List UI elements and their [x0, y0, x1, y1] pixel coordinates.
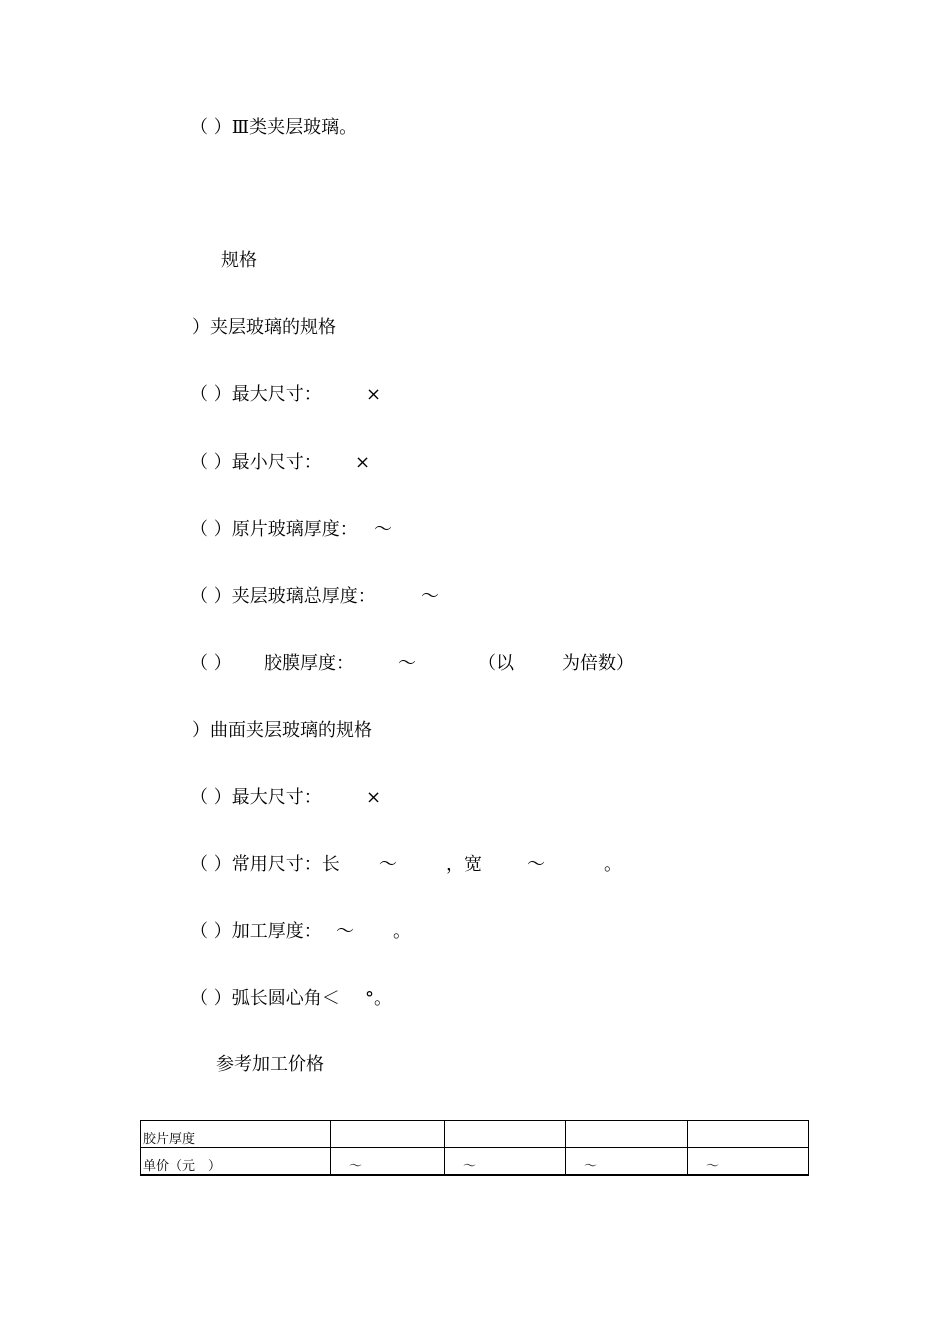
- table-cell: ～: [688, 1148, 809, 1176]
- class-iii-laminated-glass-line: （ ）Ⅲ类夹层玻璃。: [190, 117, 358, 138]
- spec-film-thickness-multiple-close: 为倍数）: [562, 653, 634, 674]
- table-row-film-thickness: [141, 1121, 809, 1148]
- spec-film-thickness-multiple-open: （以: [478, 653, 514, 674]
- section-heading-specifications: 规格: [221, 250, 257, 271]
- table-row-unit-price: [141, 1148, 809, 1176]
- curved-spec-processing-thickness-end: 。: [393, 921, 411, 942]
- table-cell: [445, 1121, 566, 1148]
- spec-total-thickness-label: （ ）夹层玻璃总厚度：: [190, 586, 376, 607]
- spec-film-thickness-label: 胶膜厚度：: [264, 653, 354, 674]
- spec-original-glass-thickness-label: （ ）原片玻璃厚度：: [190, 519, 358, 540]
- curved-spec-max-size-symbol: ×: [366, 787, 382, 808]
- subsection-laminated-glass-specs: ）夹层玻璃的规格: [192, 317, 336, 338]
- spec-total-thickness: [190, 585, 590, 609]
- spec-min-size: [190, 451, 590, 475]
- curved-spec-common-size-label: （ ）常用尺寸：长: [190, 854, 340, 875]
- spec-min-size-symbol: ×: [355, 452, 371, 473]
- curved-spec-processing-thickness: [190, 920, 590, 944]
- spec-film-thickness-symbol: ～: [398, 653, 416, 674]
- table-cell: [566, 1121, 688, 1148]
- spec-original-glass-thickness: [190, 518, 590, 542]
- table-cell: ～: [566, 1148, 688, 1176]
- curved-spec-max-size: [190, 786, 590, 810]
- price-table: [140, 1120, 809, 1176]
- curved-spec-processing-thickness-label: （ ）加工厚度：: [190, 921, 322, 942]
- spec-min-size-label: （ ）最小尺寸：: [190, 452, 322, 473]
- curved-spec-common-size: [190, 853, 690, 877]
- curved-spec-arc-angle-label: （ ）弧长圆心角＜: [190, 988, 340, 1009]
- subsection-curved-laminated-glass-specs: ）曲面夹层玻璃的规格: [192, 720, 372, 741]
- table-cell: [688, 1121, 809, 1148]
- curved-spec-arc-angle: [190, 987, 590, 1011]
- spec-max-size-label: （ ）最大尺寸：: [190, 384, 322, 405]
- curved-spec-width-label: ，宽: [446, 854, 482, 875]
- spec-max-size-symbol: ×: [366, 384, 382, 405]
- table-cell-unit-price-label: 单价（元 ）: [141, 1148, 331, 1176]
- spec-film-thickness: [190, 652, 690, 676]
- curved-spec-length-symbol: ～: [379, 854, 397, 875]
- spec-film-thickness-prefix: （ ）: [190, 653, 232, 674]
- table-cell-film-thickness-label: 胶片厚度: [141, 1121, 331, 1148]
- spec-max-size: [190, 383, 590, 407]
- table-cell: [331, 1121, 445, 1148]
- table-cell: ～: [445, 1148, 566, 1176]
- curved-spec-arc-angle-end: °。: [365, 988, 392, 1009]
- curved-spec-processing-thickness-symbol: ～: [336, 921, 354, 942]
- section-heading-reference-price: 参考加工价格: [216, 1054, 324, 1075]
- curved-spec-common-size-end: 。: [604, 854, 622, 875]
- spec-original-glass-thickness-symbol: ～: [374, 519, 392, 540]
- curved-spec-max-size-label: （ ）最大尺寸：: [190, 787, 322, 808]
- table-cell: ～: [331, 1148, 445, 1176]
- spec-total-thickness-symbol: ～: [421, 586, 439, 607]
- curved-spec-width-symbol: ～: [527, 854, 545, 875]
